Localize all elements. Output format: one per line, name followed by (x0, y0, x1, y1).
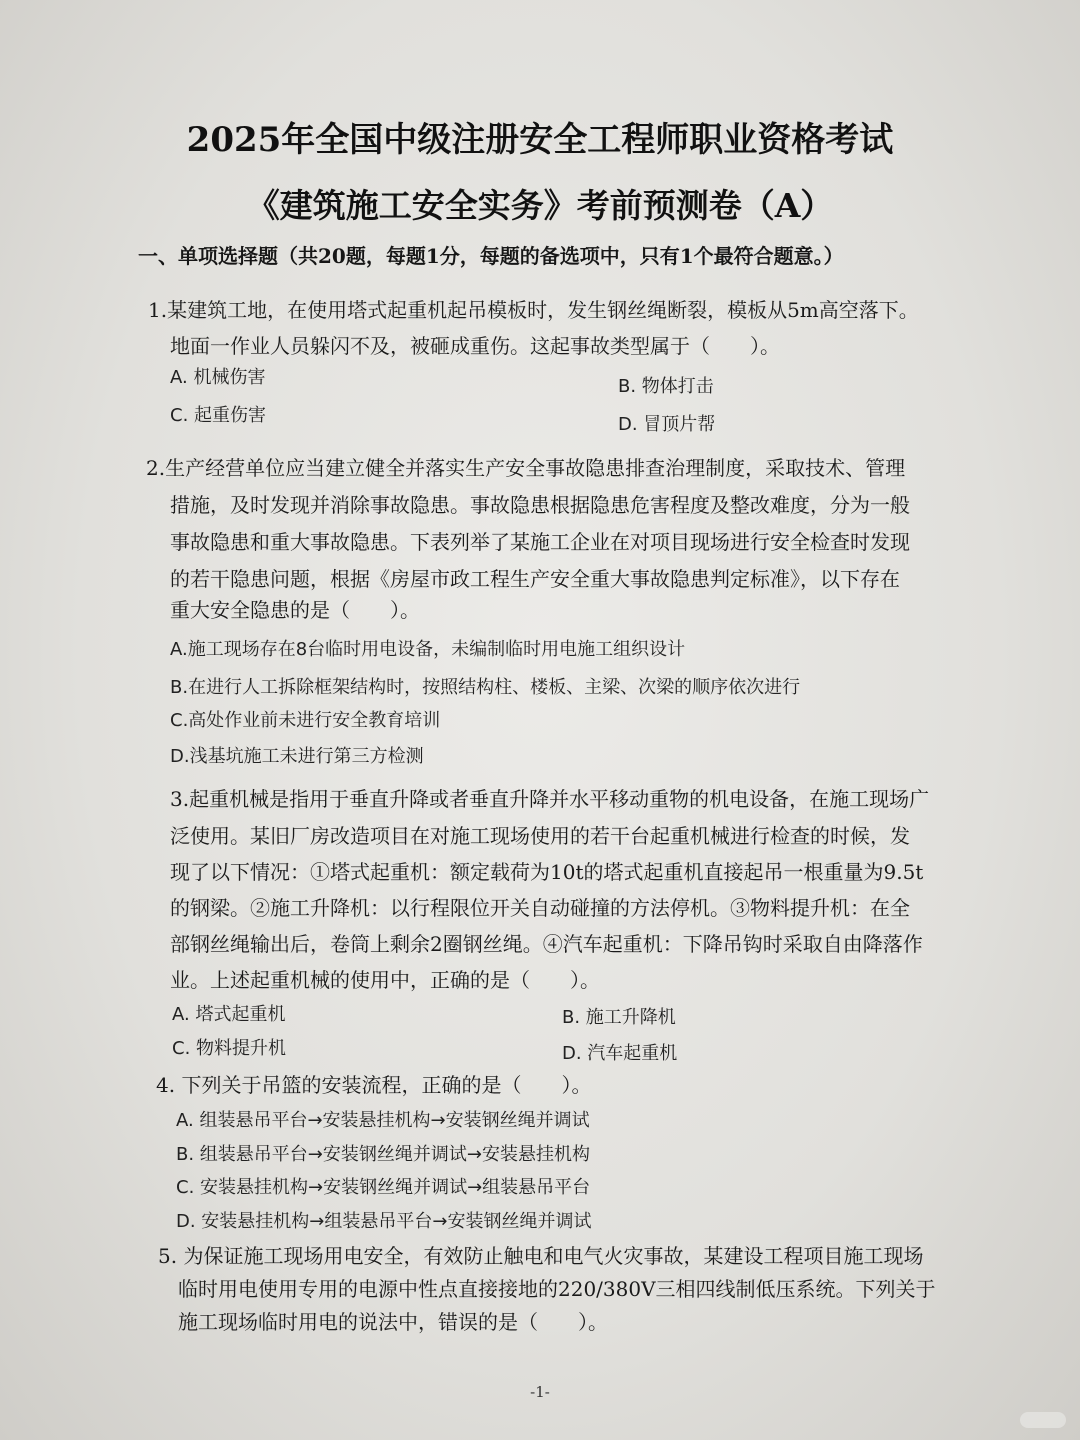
q2-option-b: B.在进行人工拆除框架结构时，按照结构柱、楼板、主梁、次梁的顺序依次进行 (170, 677, 801, 698)
q3-line4: 的钢梁。②施工升降机：以行程限位开关自动碰撞的方法停机。③物料提升机：在全 (170, 896, 910, 920)
q1-option-d: D. 冒顶片帮 (618, 414, 716, 435)
q1-line2: 地面一作业人员躲闪不及，被砸成重伤。这起事故类型属于（ ）。 (170, 334, 780, 358)
q5-line2: 临时用电使用专用的电源中性点直接接地的220/380V三相四线制低压系统。下列关于 (178, 1277, 936, 1301)
q2-line5: 重大安全隐患的是（ ）。 (170, 598, 420, 622)
q3-line5: 部钢丝绳输出后，卷筒上剩余2圈钢丝绳。④汽车起重机：下降吊钩时采取自由降落作 (170, 932, 923, 956)
q3-option-d: D. 汽车起重机 (562, 1043, 678, 1064)
q1-option-b: B. 物体打击 (618, 376, 714, 397)
q2-line1: 2.生产经营单位应当建立健全并落实生产安全事故隐患排查治理制度，采取技术、管理 (146, 456, 906, 480)
q1-option-a: A. 机械伤害 (170, 367, 266, 388)
q2-option-a: A.施工现场存在8台临时用电设备，未编制临时用电施工组织设计 (170, 639, 686, 660)
q3-option-b: B. 施工升降机 (562, 1007, 676, 1028)
q2-option-c: C.高处作业前未进行安全教育培训 (170, 710, 441, 731)
q1-option-c: C. 起重伤害 (170, 405, 267, 426)
q3-option-a: A. 塔式起重机 (172, 1004, 286, 1025)
page-number: -1- (530, 1383, 550, 1401)
q4-option-a: A. 组装悬吊平台→安装悬挂机构→安装钢丝绳并调试 (176, 1110, 590, 1131)
q5-line3: 施工现场临时用电的说法中，错误的是（ ）。 (178, 1310, 608, 1334)
q1-line1: 1.某建筑工地，在使用塔式起重机起吊模板时，发生钢丝绳断裂，模板从5m高空落下。 (148, 298, 919, 322)
q4-option-d: D. 安装悬挂机构→组装悬吊平台→安装钢丝绳并调试 (176, 1211, 592, 1232)
q4-option-b: B. 组装悬吊平台→安装钢丝绳并调试→安装悬挂机构 (176, 1144, 590, 1165)
watermark-badge (1020, 1412, 1066, 1428)
q3-line2: 泛使用。某旧厂房改造项目在对施工现场使用的若干台起重机械进行检查的时候，发 (170, 824, 910, 848)
q3-line3: 现了以下情况：①塔式起重机：额定载荷为10t的塔式起重机直接起吊一根重量为9.5t (170, 860, 924, 884)
q2-line2: 措施，及时发现并消除事故隐患。事故隐患根据隐患危害程度及整改难度，分为一般 (170, 493, 910, 517)
q3-option-c: C. 物料提升机 (172, 1038, 287, 1059)
exam-subtitle: 《建筑施工安全实务》考前预测卷（A） (246, 186, 834, 225)
q3-line6: 业。上述起重机械的使用中，正确的是（ ）。 (170, 968, 600, 992)
q4-line1: 4. 下列关于吊篮的安装流程，正确的是（ ）。 (156, 1073, 592, 1097)
q2-line3: 事故隐患和重大事故隐患。下表列举了某施工企业在对项目现场进行安全检查时发现 (170, 530, 910, 554)
q3-line1: 3.起重机械是指用于垂直升降或者垂直升降并水平移动重物的机电设备，在施工现场广 (170, 787, 930, 811)
q4-option-c: C. 安装悬挂机构→安装钢丝绳并调试→组装悬吊平台 (176, 1177, 591, 1198)
q2-option-d: D.浅基坑施工未进行第三方检测 (170, 746, 424, 767)
exam-title: 2025年全国中级注册安全工程师职业资格考试 (186, 120, 894, 160)
section-header: 一、单项选择题（共20题，每题1分，每题的备选项中，只有1个最符合题意。） (138, 244, 844, 268)
q2-line4: 的若干隐患问题，根据《房屋市政工程生产安全重大事故隐患判定标准》，以下存在 (170, 567, 900, 591)
q5-line1: 5. 为保证施工现场用电安全，有效防止触电和电气火灾事故，某建设工程项目施工现场 (158, 1244, 924, 1268)
